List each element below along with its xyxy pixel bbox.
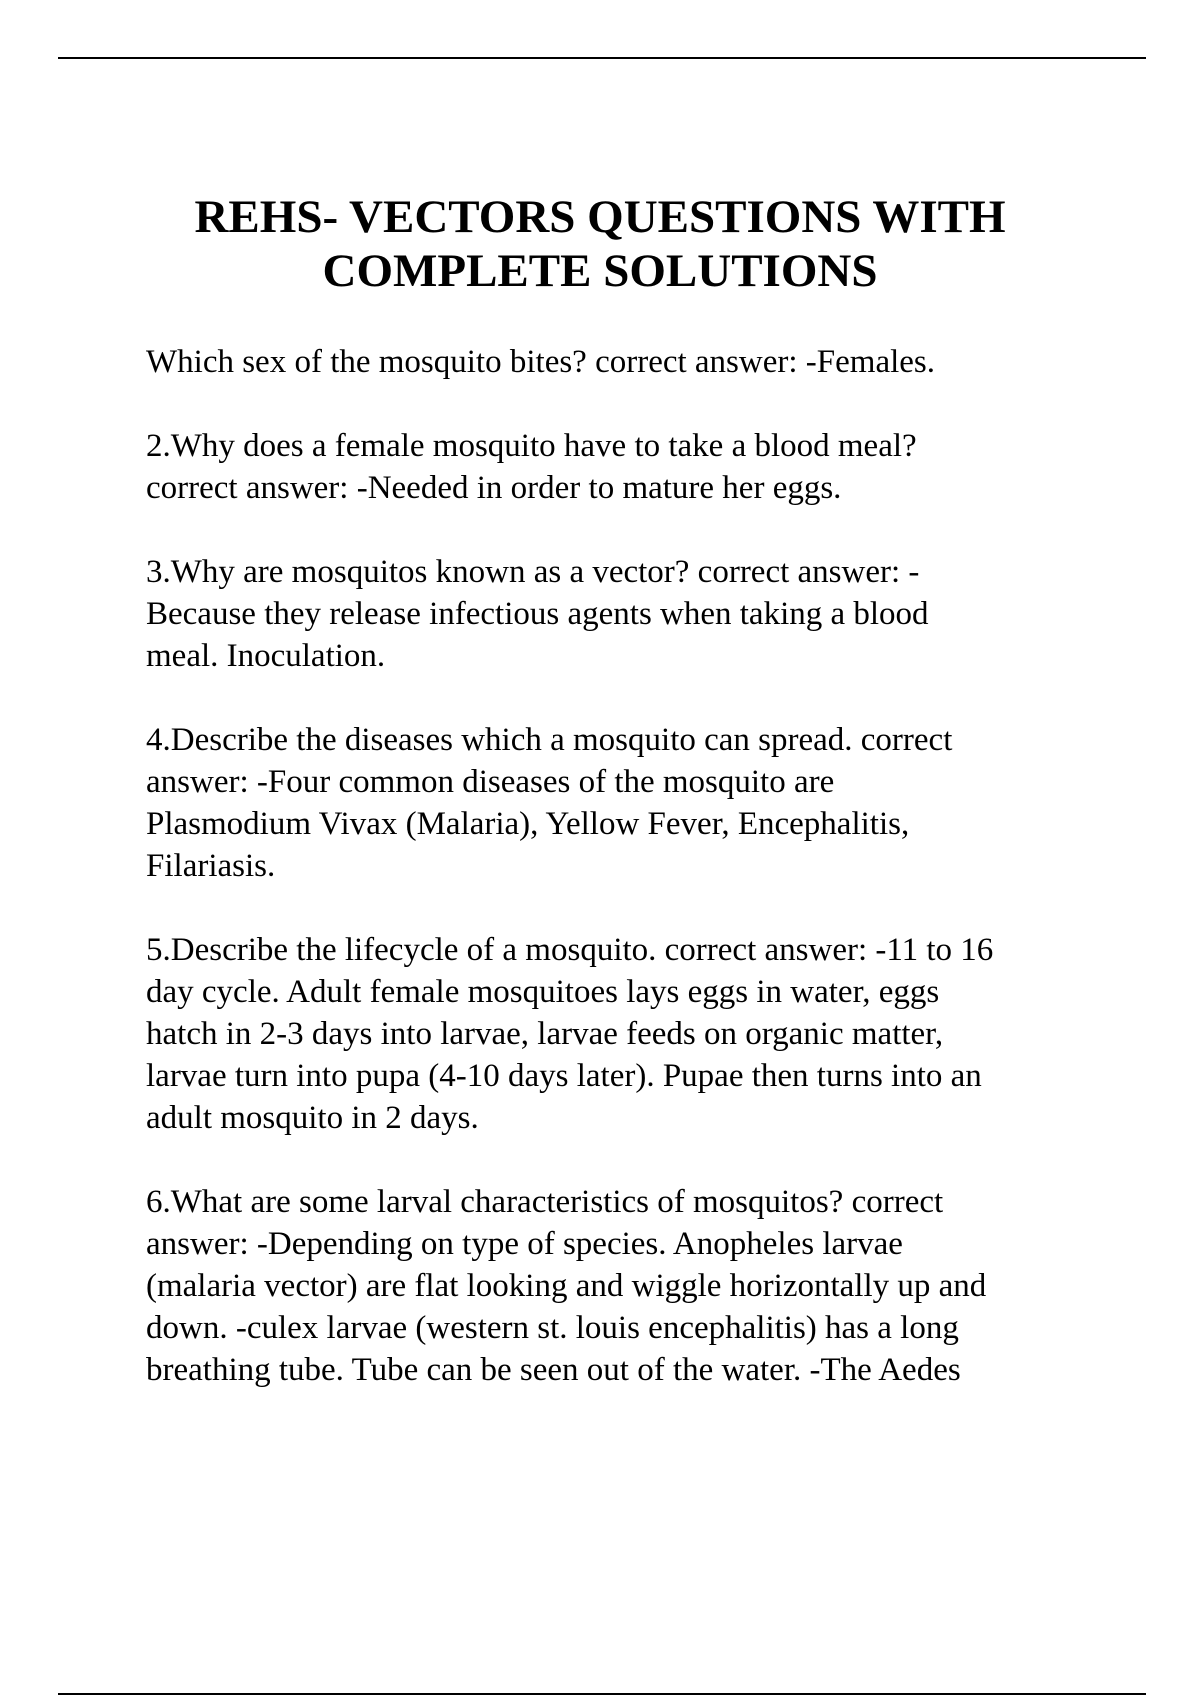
qa-item-2 xyxy=(146,425,1146,509)
qa-line: meal. Inoculation. xyxy=(146,638,386,674)
qa-item-5 xyxy=(146,929,1146,1139)
qa-line: hatch in 2-3 days into larvae, larvae feeds on organic matter, xyxy=(146,1016,944,1052)
qa-line: 5.Describe the lifecycle of a mosquito. correct answer: -11 to 16 xyxy=(146,932,994,968)
bottom-divider xyxy=(58,1693,1146,1695)
qa-item-3 xyxy=(146,551,1146,677)
qa-line: (malaria vector) are flat looking and wiggle horizontally up and xyxy=(146,1268,987,1304)
qa-line: answer: -Depending on type of species. Anopheles larvae xyxy=(146,1226,903,1262)
qa-line: Plasmodium Vivax (Malaria), Yellow Fever, Encephalitis, xyxy=(146,806,910,842)
question-list xyxy=(146,341,1146,1433)
qa-line: answer: -Four common diseases of the mosquito are xyxy=(146,764,835,800)
qa-item-6 xyxy=(146,1181,1146,1391)
qa-line: larvae turn into pupa (4-10 days later). Pupae then turns into an xyxy=(146,1058,982,1094)
qa-line: correct answer: -Needed in order to mature her eggs. xyxy=(146,470,842,506)
qa-item-1 xyxy=(146,341,1146,383)
title-line: COMPLETE SOLUTIONS xyxy=(322,245,878,297)
top-divider xyxy=(58,57,1146,59)
qa-line: 3.Why are mosquitos known as a vector? correct answer: - xyxy=(146,554,920,590)
qa-item-4 xyxy=(146,719,1146,887)
qa-line: down. -culex larvae (western st. louis encephalitis) has a long xyxy=(146,1310,959,1346)
qa-line: 2.Why does a female mosquito have to take a blood meal? xyxy=(146,428,917,464)
document-title xyxy=(60,190,1140,298)
qa-line: adult mosquito in 2 days. xyxy=(146,1100,479,1136)
qa-line: breathing tube. Tube can be seen out of the water. -The Aedes xyxy=(146,1352,961,1388)
qa-line: Because they release infectious agents when taking a blood xyxy=(146,596,929,632)
qa-line: day cycle. Adult female mosquitoes lays eggs in water, eggs xyxy=(146,974,940,1010)
qa-line: 6.What are some larval characteristics of mosquitos? correct xyxy=(146,1184,944,1220)
qa-line: Filariasis. xyxy=(146,848,276,884)
qa-line: Which sex of the mosquito bites? correct answer: -Females. xyxy=(146,344,936,380)
qa-line: 4.Describe the diseases which a mosquito can spread. correct xyxy=(146,722,953,758)
title-line: REHS- VECTORS QUESTIONS WITH xyxy=(194,191,1006,243)
